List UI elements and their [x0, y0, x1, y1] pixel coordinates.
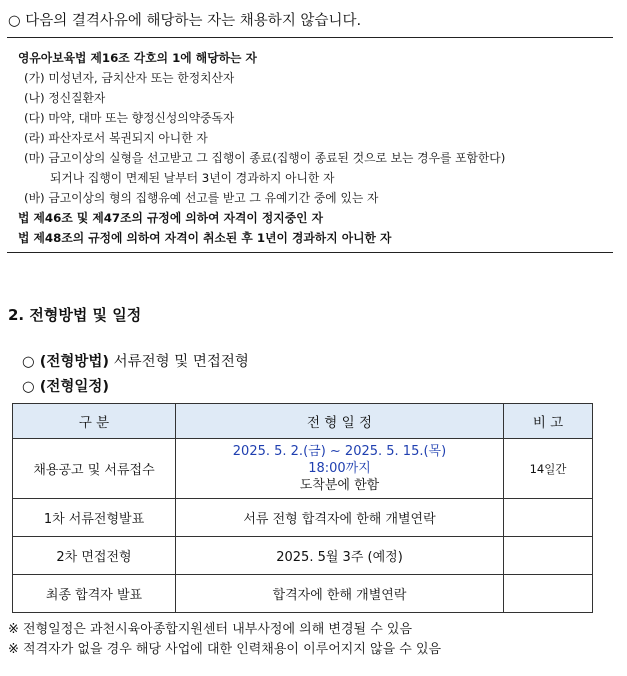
schedule-table: [12, 403, 593, 613]
table-row: [13, 499, 593, 537]
disq-item-7: (바) 금고이상의 형의 집행유예 선고를 받고 그 유예기간 중에 있는 자: [24, 191, 379, 205]
table-row: [13, 575, 593, 613]
row4-stage: 최종 합격자 발표: [13, 575, 176, 613]
disq-item-5: (마) 금고이상의 실형을 선고받고 그 집행이 종료(집행이 종료된 것으로 보는 경우를 포함한다): [24, 151, 506, 165]
section-title: 2. 전형방법 및 일정: [8, 306, 142, 324]
row2-note: [504, 499, 593, 537]
row2-schedule: 서류 전형 합격자에 한해 개별연락: [176, 499, 504, 537]
row3-stage: 2차 면접전형: [13, 537, 176, 575]
row4-schedule: 합격자에 한해 개별연락: [176, 575, 504, 613]
row3-note: [504, 537, 593, 575]
row1-stage: 채용공고 및 서류접수: [13, 439, 176, 499]
header-note: 비 고: [504, 404, 593, 439]
disq-item-6: 되거나 집행이 면제된 날부터 3년이 경과하지 아니한 자: [50, 171, 335, 185]
box-bottom-divider: [7, 252, 613, 253]
disq-item-1: (가) 미성년자, 금치산자 또는 한정치산자: [24, 71, 235, 85]
row1-date-range: 2025. 5. 2.(금) ~ 2025. 5. 15.(목): [232, 444, 447, 459]
disq-item-3: (다) 마약, 대마 또는 향정신성의약중독자: [24, 111, 235, 125]
header-stage: 구 분: [13, 404, 176, 439]
table-header-row: [13, 404, 593, 439]
method-text: 서류전형 및 면접전형: [108, 354, 249, 370]
method-label: ○ (전형방법): [22, 354, 109, 370]
footnote-1: ※ 전형일정은 과천시육아종합지원센터 내부사정에 의해 변경될 수 있음: [8, 622, 413, 637]
schedule-label: ○ (전형일정): [22, 379, 109, 395]
method-line: [22, 350, 249, 371]
disq-item-9: 법 제48조의 규정에 의하여 자격이 취소된 후 1년이 경과하지 아니한 자: [18, 231, 392, 245]
row3-schedule: 2025. 5월 3주 (예정): [176, 537, 504, 575]
row1-note: 14일간: [504, 439, 593, 499]
intro-text: ○ 다음의 결격사유에 해당하는 자는 채용하지 않습니다.: [8, 13, 362, 29]
disq-item-2: (나) 정신질환자: [24, 91, 106, 105]
row4-note: [504, 575, 593, 613]
table-row: [13, 439, 593, 499]
row1-schedule: [176, 439, 504, 499]
footnote-2: ※ 적격자가 없을 경우 해당 사업에 대한 인력채용이 이루어지지 않을 수 있음: [8, 642, 442, 657]
disq-item-4: (라) 파산자로서 복권되지 아니한 자: [24, 131, 208, 145]
box-top-divider: [7, 37, 613, 38]
row2-stage: 1차 서류전형발표: [13, 499, 176, 537]
row1-arrival-note: 도착분에 한함: [299, 478, 380, 493]
header-schedule: 전 형 일 정: [176, 404, 504, 439]
disq-item-8: 법 제46조 및 제47조의 규정에 의하여 자격이 정지중인 자: [18, 211, 324, 225]
table-row: [13, 537, 593, 575]
disq-item-0: 영유아보육법 제16조 각호의 1에 해당하는 자: [18, 51, 257, 65]
row1-deadline: 18:00까지: [308, 461, 371, 476]
